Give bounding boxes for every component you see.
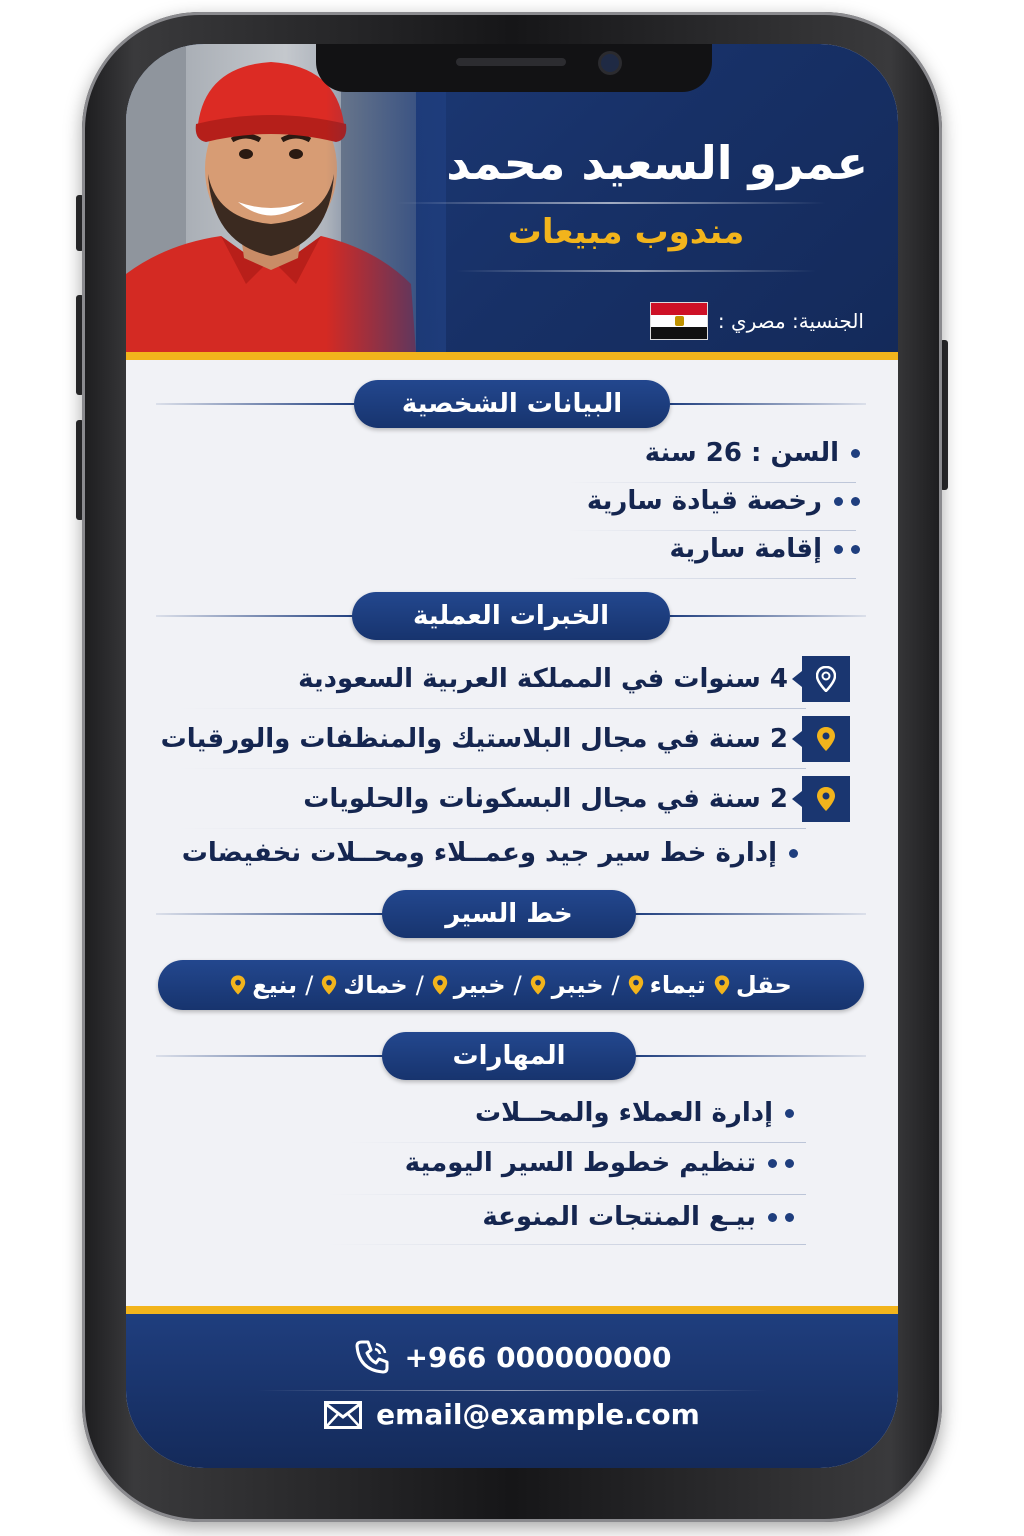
section-personal-header <box>126 380 898 428</box>
location-pin-icon <box>321 974 337 996</box>
section-experience-title: الخبرات العملية <box>352 592 670 640</box>
job-title: مندوب مبيعات <box>507 212 745 252</box>
personal-item-license: رخصة قيادة سارية <box>586 486 822 516</box>
bullet-icon <box>785 1109 794 1118</box>
section-line-right <box>670 615 866 617</box>
list-item <box>475 1098 794 1128</box>
section-skills-title: المهارات <box>382 1032 636 1080</box>
section-line-right <box>670 403 866 405</box>
header-gold-stripe <box>126 352 898 360</box>
bullet-icon <box>851 497 860 506</box>
section-route-header <box>126 890 898 938</box>
row-divider <box>176 708 806 709</box>
contact-divider <box>256 1390 768 1391</box>
phone-number: +966 000000000 <box>404 1340 672 1374</box>
email-address: email@example.com <box>376 1398 700 1431</box>
section-personal-title: البيانات الشخصية <box>354 380 670 428</box>
location-pin-icon <box>230 974 246 996</box>
list-item <box>645 438 860 468</box>
route-city: حقل <box>714 971 792 999</box>
experience-item-route: إدارة خط سير جيد وعمــلاء ومحــلات نخفيضات <box>181 838 777 868</box>
bullet-icon <box>834 497 843 506</box>
camera-icon <box>601 54 619 72</box>
personal-item-age: السن : 26 سنة <box>644 438 839 468</box>
location-pin-icon <box>530 974 546 996</box>
route-separator: / <box>305 971 314 999</box>
section-experience-header <box>126 592 898 640</box>
name-divider <box>396 202 826 204</box>
location-pin-icon <box>802 716 850 762</box>
route-separator: / <box>611 971 620 999</box>
list-item <box>587 486 860 516</box>
list-item <box>298 656 850 702</box>
section-line-right <box>634 913 866 915</box>
row-divider <box>326 1194 806 1195</box>
nationality-row <box>650 302 864 340</box>
route-city: خيبر <box>530 971 604 999</box>
row-divider <box>566 578 856 579</box>
bullet-icon <box>785 1159 794 1168</box>
speaker-grille <box>456 58 566 66</box>
bullet-icon <box>834 545 843 554</box>
section-skills-header <box>126 1032 898 1080</box>
list-item <box>182 838 798 868</box>
section-line-left <box>156 1055 384 1057</box>
row-divider <box>176 768 806 769</box>
section-line-left <box>156 403 356 405</box>
skill-item-routes: تنظيم خطوط السير اليومية <box>404 1148 756 1178</box>
nationality-label: الجنسية: مصري : <box>717 309 864 333</box>
section-route-title: خط السير <box>382 890 636 938</box>
bullet-icon <box>768 1213 777 1222</box>
route-cities-bar <box>158 960 864 1010</box>
location-pin-icon <box>802 656 850 702</box>
row-divider <box>326 1244 806 1245</box>
bullet-icon <box>768 1159 777 1168</box>
footer-gold-stripe <box>126 1306 898 1314</box>
route-city: خماك <box>321 971 407 999</box>
list-item <box>482 1202 794 1232</box>
skill-item-products: بيـع المنتجات المنوعة <box>482 1202 756 1232</box>
phone-screen <box>126 44 898 1468</box>
list-item <box>161 716 850 762</box>
row-divider <box>566 530 856 531</box>
experience-item-plastics: 2 سنة في مجال البلاستيك والمنظفات والورقيات <box>160 724 788 754</box>
list-item <box>303 776 850 822</box>
row-divider <box>176 828 806 829</box>
route-city: خبير <box>432 971 506 999</box>
experience-item-saudi: 4 سنوات في المملكة العربية السعودية <box>298 664 788 694</box>
list-item <box>670 534 860 564</box>
route-separator: / <box>415 971 424 999</box>
phone-contact[interactable] <box>126 1338 898 1376</box>
bullet-icon <box>851 545 860 554</box>
experience-item-biscuits: 2 سنة في مجال البسكونات والحلويات <box>303 784 788 814</box>
location-pin-icon <box>714 974 730 996</box>
section-line-left <box>156 615 356 617</box>
location-pin-icon <box>628 974 644 996</box>
bullet-icon <box>789 849 798 858</box>
route-city: بنيع <box>230 971 297 999</box>
phone-notch <box>316 44 712 92</box>
row-divider <box>566 482 856 483</box>
route-separator: / <box>513 971 522 999</box>
candidate-name: عمرو السعيد محمد <box>446 136 868 190</box>
phone-icon <box>353 1338 391 1376</box>
egypt-flag-icon <box>650 302 708 340</box>
route-city: تيماء <box>628 971 706 999</box>
section-line-right <box>634 1055 866 1057</box>
job-divider <box>456 270 816 272</box>
row-divider <box>346 1142 806 1143</box>
skill-item-customers: إدارة العملاء والمحــلات <box>474 1098 773 1128</box>
envelope-icon <box>324 1401 362 1429</box>
personal-item-residency: إقامة سارية <box>669 534 822 564</box>
location-pin-icon <box>432 974 448 996</box>
bullet-icon <box>785 1213 794 1222</box>
location-pin-icon <box>802 776 850 822</box>
list-item <box>405 1148 794 1178</box>
email-contact[interactable] <box>126 1398 898 1431</box>
bullet-icon <box>851 449 860 458</box>
section-line-left <box>156 913 384 915</box>
